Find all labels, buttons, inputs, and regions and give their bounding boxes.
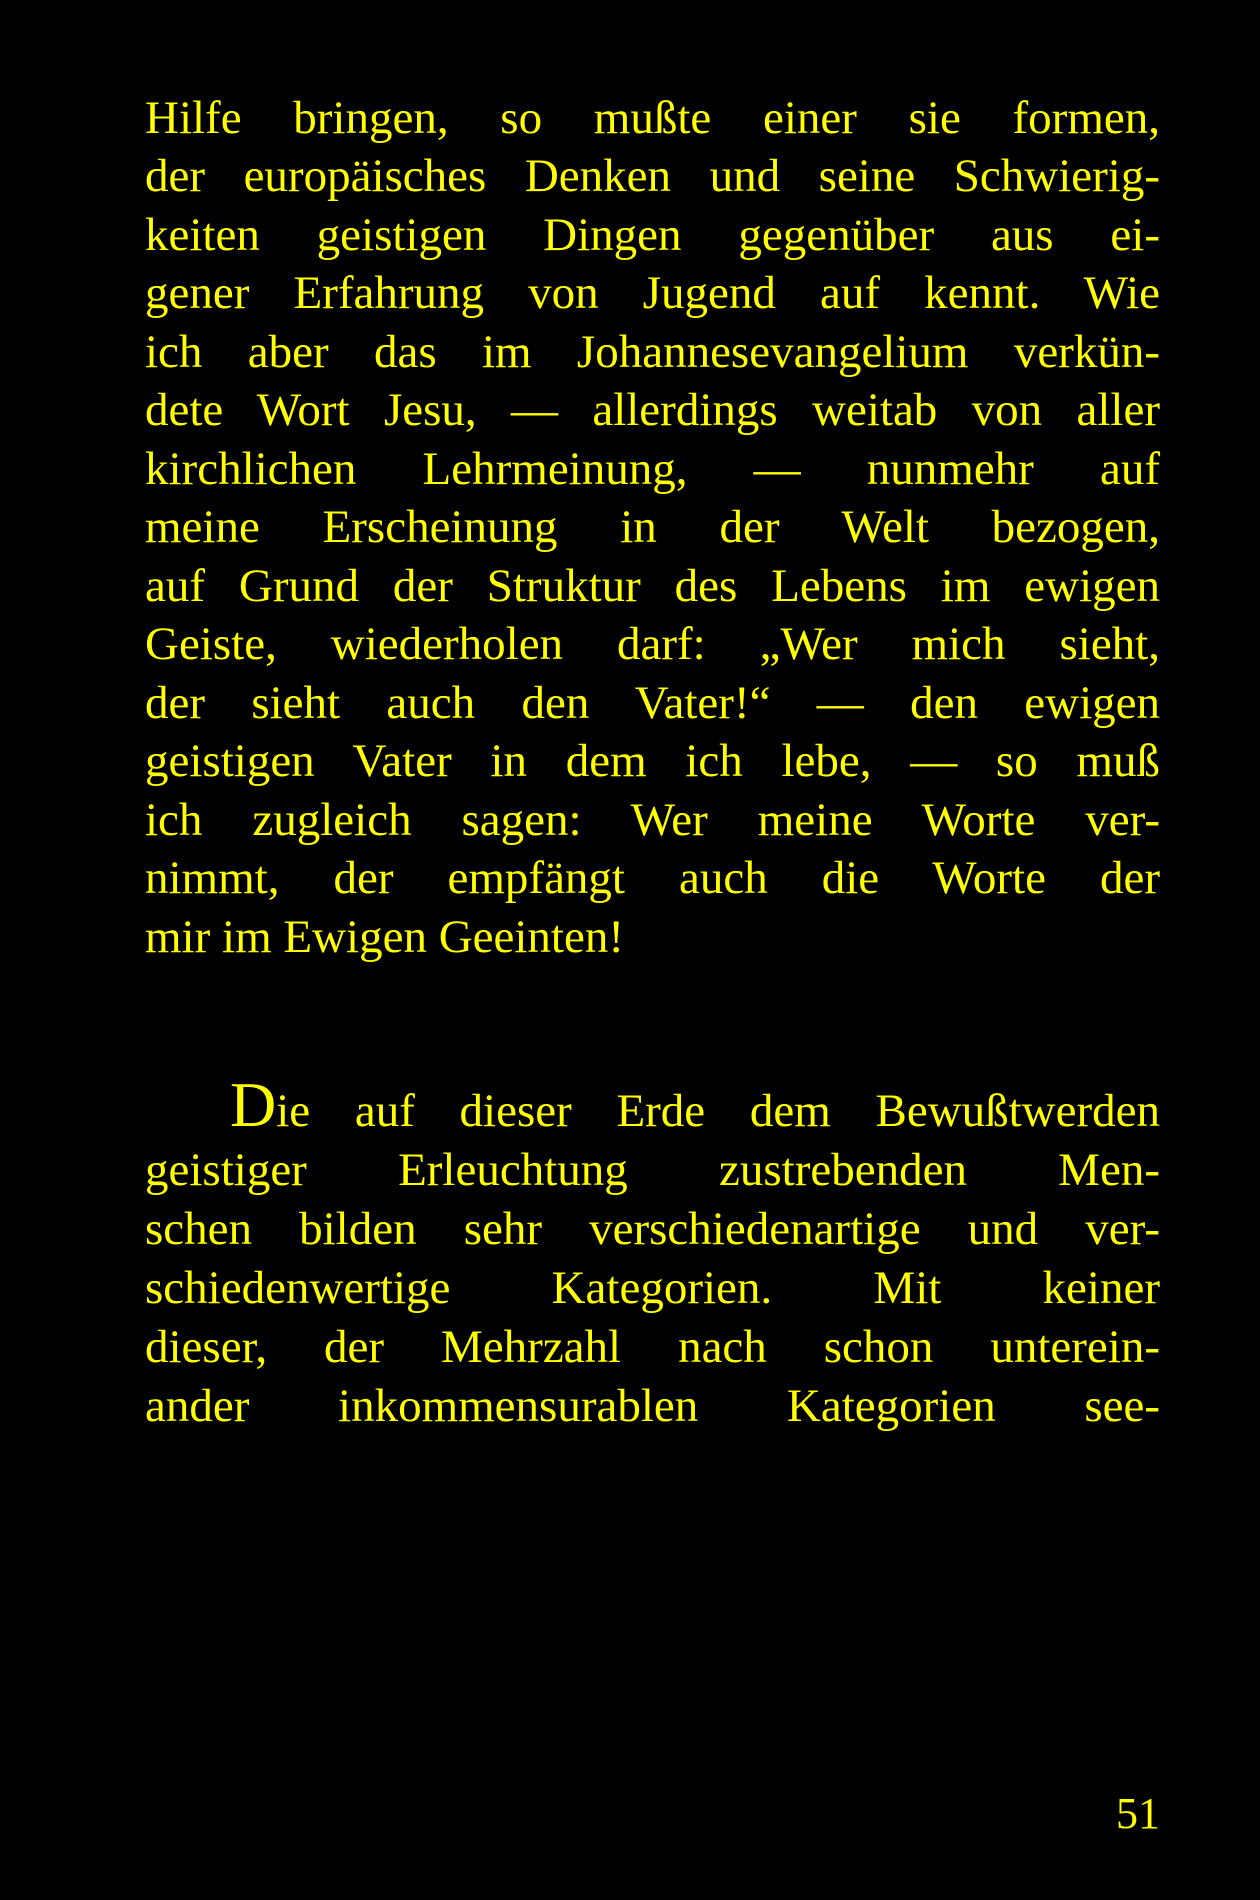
- paragraph-first-line: [230, 1069, 1160, 1140]
- text-line: ich zugleich sagen: Wer meine Worte ver-: [145, 794, 1160, 846]
- text-line: ich aber das im Johannesevangelium verkün-: [145, 326, 1160, 378]
- text-line: nimmt, der empfängt auch die Worte der: [145, 852, 1160, 904]
- drop-cap: D: [230, 1069, 277, 1140]
- text-line: gener Erfahrung von Jugend auf kennt. Wie: [145, 267, 1160, 319]
- text-line: meine Erscheinung in der Welt bezogen,: [145, 501, 1160, 553]
- text-line: Geiste, wiederholen darf: „Wer mich sieht,: [145, 618, 1160, 670]
- text-line: der europäisches Denken und seine Schwierig-: [145, 150, 1160, 202]
- text-line: schiedenwertige Kategorien. Mit keiner: [145, 1262, 1160, 1314]
- text-line: keiten geistigen Dingen gegenüber aus ei-: [145, 209, 1160, 261]
- text-line: kirchlichen Lehrmeinung, — nunmehr auf: [145, 443, 1160, 495]
- text-line: Hilfe bringen, so mußte einer sie formen,: [145, 92, 1160, 144]
- text-line: ander inkommensurablen Kategorien see-: [145, 1380, 1160, 1432]
- text-line: geistigen Vater in dem ich lebe, — so muß: [145, 735, 1160, 787]
- text-line: dieser, der Mehrzahl nach schon unterein-: [145, 1321, 1160, 1373]
- first-line-text: ie auf dieser Erde dem Bewußtwerden: [276, 1085, 1160, 1137]
- text-line: geistiger Erleuchtung zustrebenden Men-: [145, 1144, 1160, 1196]
- text-line: schen bilden sehr verschiedenartige und ver-: [145, 1203, 1160, 1255]
- text-line: mir im Ewigen Geeinten!: [145, 911, 624, 963]
- text-line: der sieht auch den Vater!“ — den ewigen: [145, 677, 1160, 729]
- text-line: dete Wort Jesu, — allerdings weitab von aller: [145, 384, 1160, 436]
- page-number: 51: [1116, 1789, 1160, 1838]
- text-line: auf Grund der Struktur des Lebens im ewigen: [145, 560, 1160, 612]
